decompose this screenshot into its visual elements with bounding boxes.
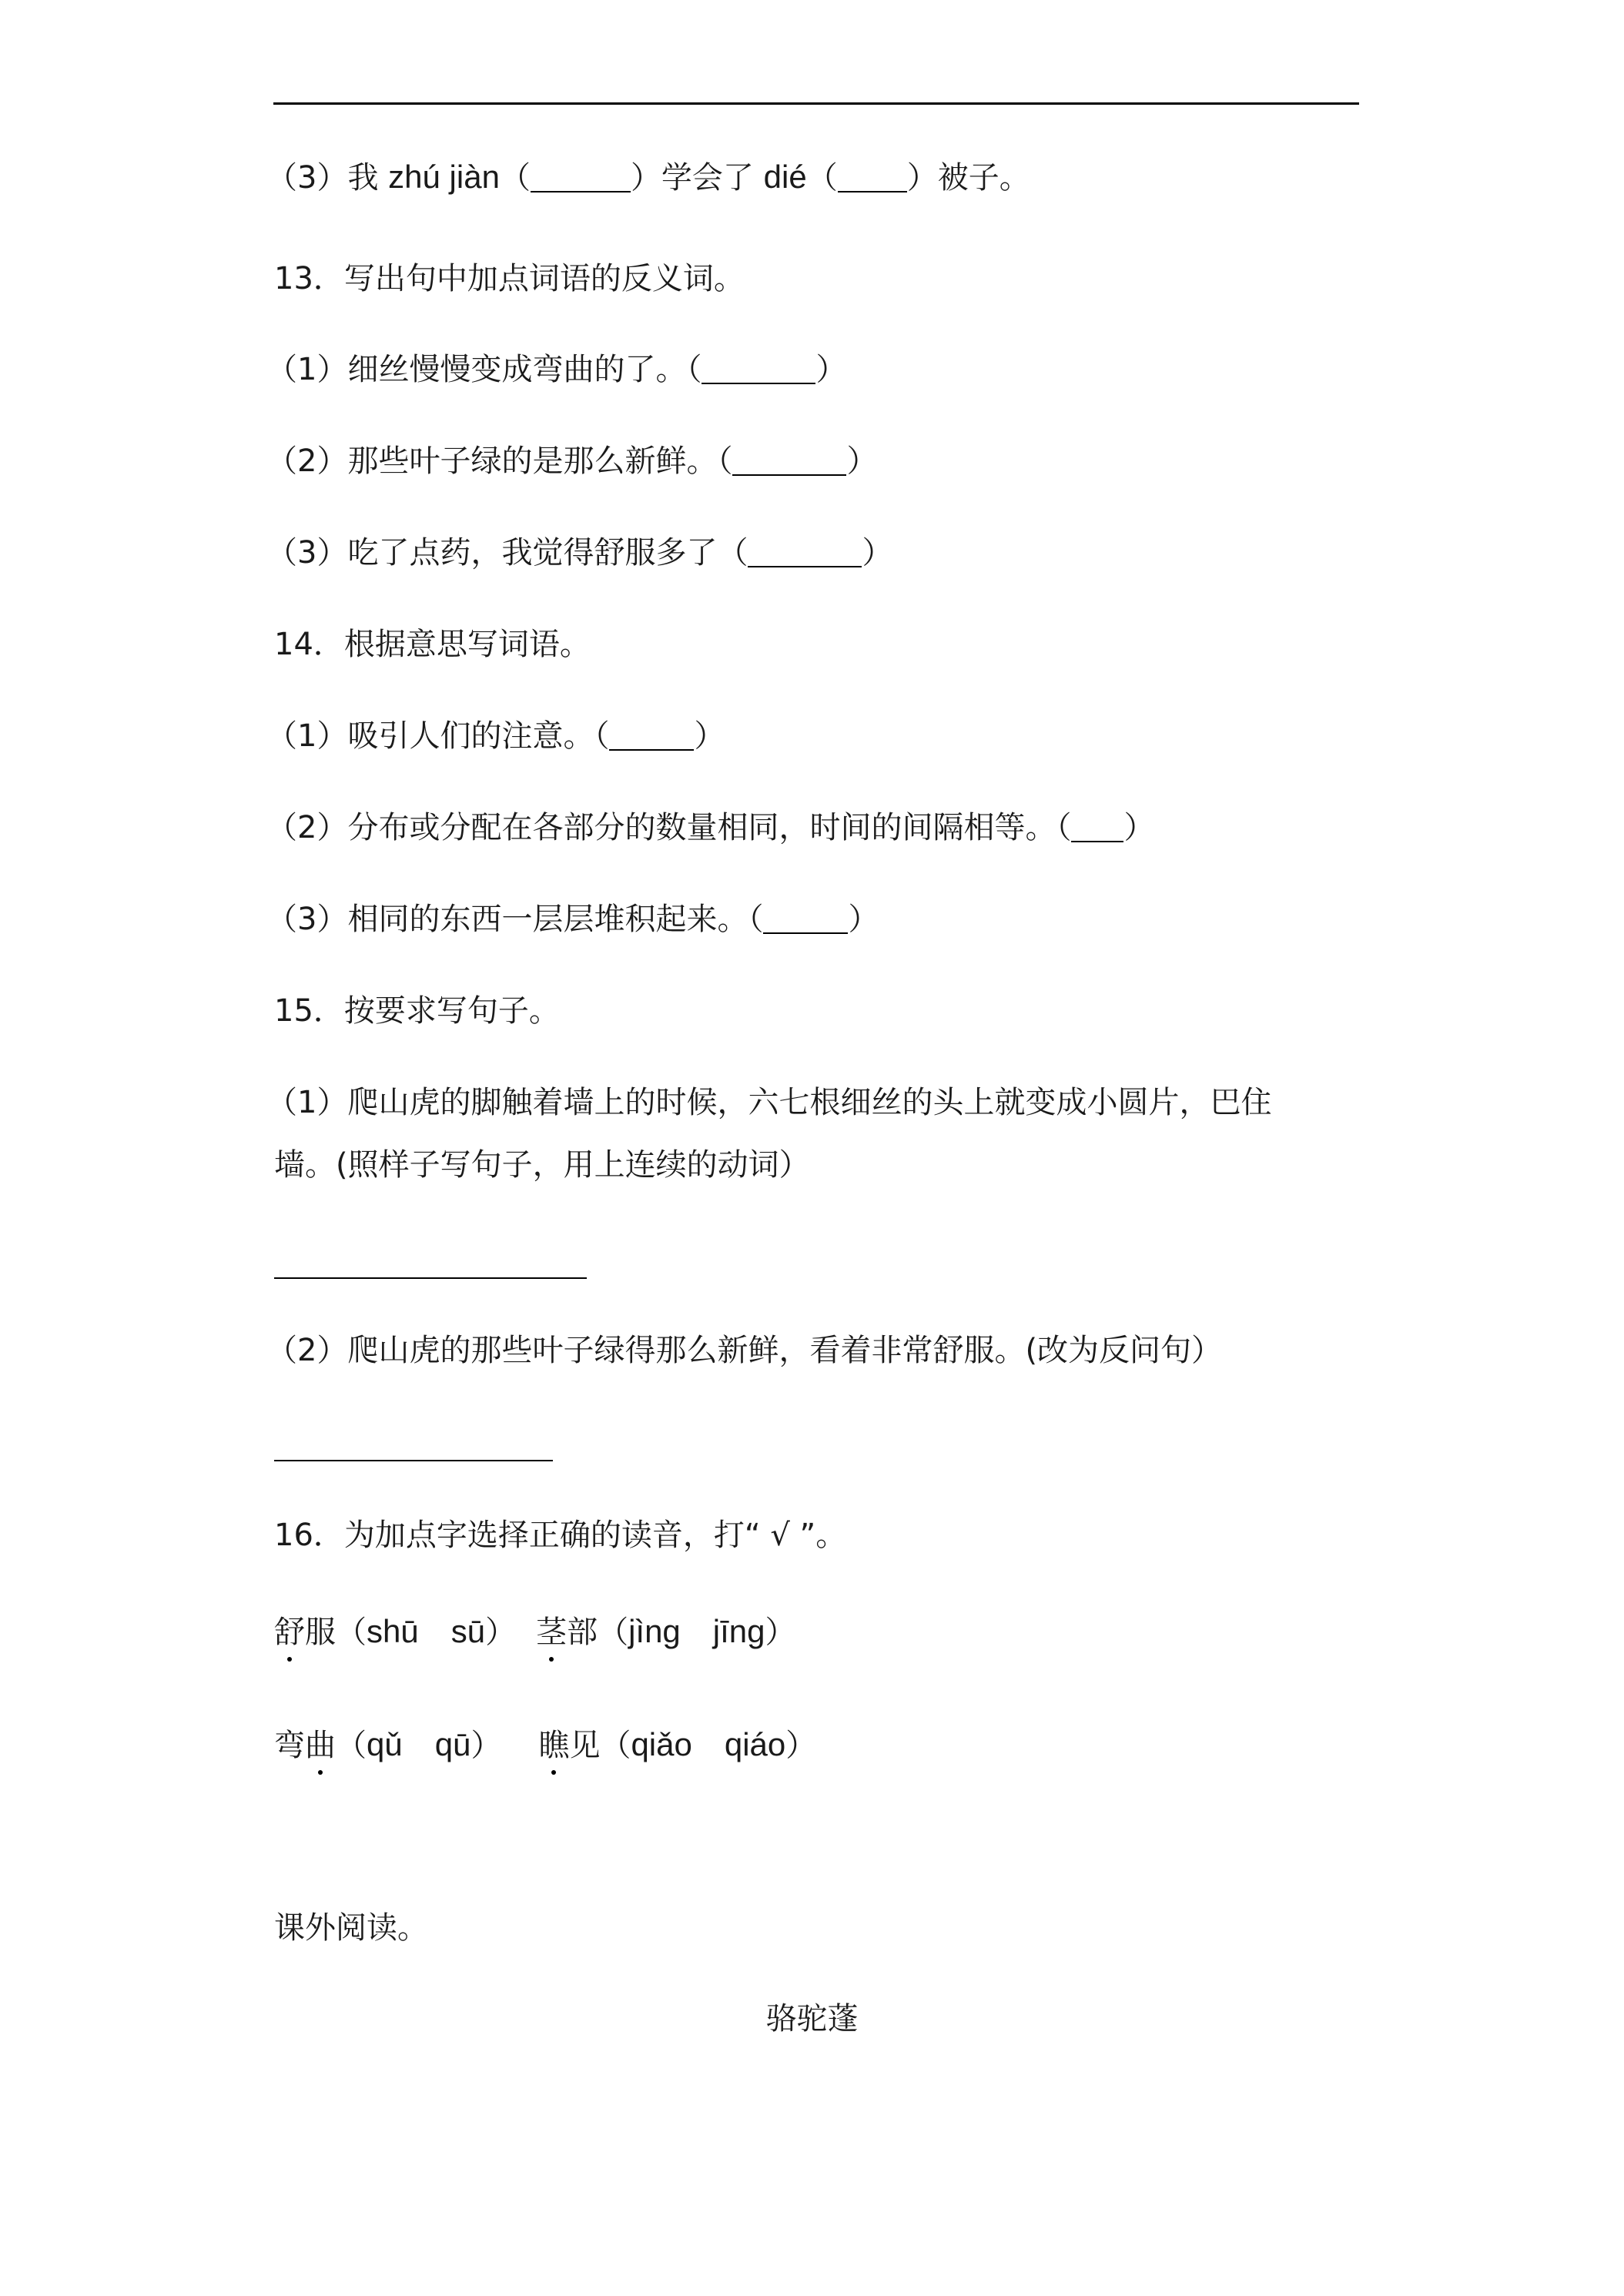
q13-heading: 13．写出句中加点词语的反义词。: [274, 261, 745, 296]
q12-item-3-paren-open-2: （: [806, 160, 838, 196]
answer-blank[interactable]: [1071, 812, 1123, 842]
answer-blank[interactable]: [732, 445, 846, 476]
q16-option[interactable]: shū: [367, 1613, 419, 1649]
q12-item-3-mid: ）学会了: [630, 160, 764, 196]
q13-item-close: ）: [862, 535, 893, 571]
q16-option[interactable]: jīng: [712, 1613, 765, 1649]
q16-dotted-char: 舒: [274, 1611, 305, 1654]
q16-option[interactable]: sū: [450, 1613, 486, 1649]
q16-word-close: ）: [485, 1615, 517, 1650]
q14-item-text: （1）吸引人们的注意。（: [266, 718, 610, 754]
answer-blank[interactable]: [531, 162, 631, 192]
q13-item-2: [266, 440, 877, 483]
q13-item-text: （1）细丝慢慢变成弯曲的了。（: [266, 352, 702, 387]
header-rule: [273, 102, 1359, 105]
q14-item-1: [266, 715, 725, 758]
q16-word-close: ）: [765, 1615, 796, 1650]
q16-word-close: ）: [785, 1728, 817, 1763]
answer-blank[interactable]: [702, 353, 815, 384]
q16-dotted-char: 曲: [305, 1724, 336, 1767]
q16-word-pre: 弯: [274, 1728, 305, 1763]
q14-item-close: ）: [1123, 810, 1155, 845]
q16-option[interactable]: qiǎo: [631, 1726, 692, 1762]
q16-word-rest: （: [336, 1728, 367, 1763]
q13-item-text: （3）吃了点药，我觉得舒服多了（: [266, 535, 748, 571]
q12-item-3-prefix: （3）我: [266, 160, 389, 196]
q15-item-1-line-2: 墙。(照样子写句子，用上连续的动词）: [274, 1147, 810, 1183]
q15-answer-line-2[interactable]: [274, 1460, 553, 1461]
q12-item-3: [266, 156, 1030, 199]
q14-item-close: ）: [848, 902, 879, 937]
answer-blank[interactable]: [748, 537, 862, 567]
q16-row-1: [274, 1610, 796, 1654]
q15-item-1-line-1: （1）爬山虎的脚触着墙上的时候，六七根细丝的头上就变成小圆片，巴住: [266, 1085, 1272, 1120]
q12-item-3-pinyin-1: zhú jiàn: [388, 159, 500, 195]
q16-word-rest: 服（: [305, 1615, 367, 1650]
q15-answer-line-1[interactable]: [274, 1277, 587, 1279]
q16-word-close: ）: [470, 1728, 502, 1763]
q15-heading: 15．按要求写句子。: [274, 993, 560, 1029]
q14-item-text: （3）相同的东西一层层堆积起来。（: [266, 902, 764, 937]
q16-row-2: [274, 1723, 816, 1767]
q14-item-2: [266, 806, 1154, 849]
q14-item-3: [266, 898, 879, 941]
q13-item-1: [266, 348, 846, 391]
q13-item-close: ）: [846, 443, 878, 479]
q16-option[interactable]: qiáo: [724, 1726, 786, 1762]
reading-title: 骆驼蓬: [765, 2001, 859, 2037]
q16-option[interactable]: jìng: [628, 1613, 681, 1649]
q12-item-3-paren-open-1: （: [499, 160, 531, 196]
answer-blank[interactable]: [838, 162, 907, 192]
q16-option[interactable]: qū: [434, 1726, 471, 1762]
q14-item-text: （2）分布或分配在各部分的数量相同，时间的间隔相等。（: [266, 810, 1072, 845]
answer-blank[interactable]: [763, 903, 848, 934]
q16-word-rest: 见（: [569, 1728, 631, 1763]
q16-word-rest: 部（: [567, 1615, 629, 1650]
q16-dotted-char: 瞧: [538, 1724, 569, 1767]
answer-blank[interactable]: [609, 720, 694, 751]
q16-option[interactable]: qǔ: [367, 1726, 403, 1762]
q16-heading: 16．为加点字选择正确的读音，打“ √ ”。: [274, 1518, 847, 1553]
q12-item-3-suffix: ）被子。: [906, 160, 1030, 196]
reading-label: 课外阅读。: [274, 1910, 428, 1946]
q16-dotted-char: 茎: [536, 1611, 567, 1654]
q13-item-text: （2）那些叶子绿的是那么新鲜。（: [266, 443, 733, 479]
q15-item-2: （2）爬山虎的那些叶子绿得那么新鲜，看着非常舒服。(改为反问句）: [266, 1333, 1223, 1368]
q14-item-close: ）: [694, 718, 725, 754]
q13-item-close: ）: [815, 352, 847, 387]
q14-heading: 14．根据意思写词语。: [274, 627, 591, 662]
q12-item-3-pinyin-2: dié: [763, 159, 807, 195]
q13-item-3: [266, 531, 892, 574]
